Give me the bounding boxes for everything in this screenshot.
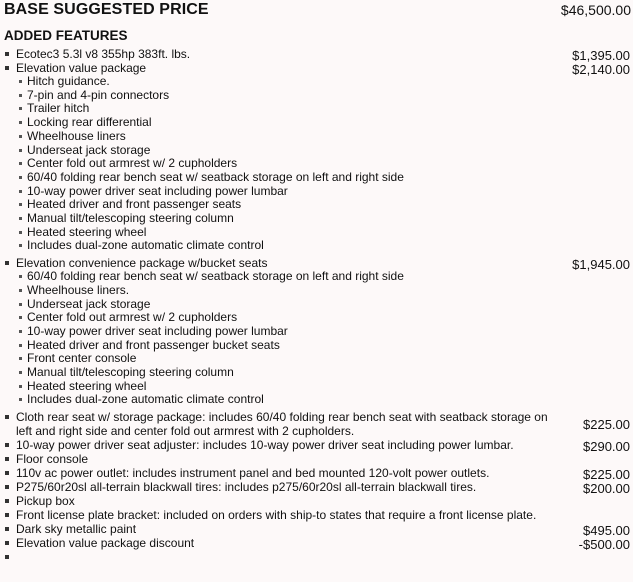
feature-subitem-label: 7-pin and 4-pin connectors	[27, 87, 170, 102]
feature-item	[0, 438, 633, 455]
feature-label: Floor console	[16, 452, 89, 467]
feature-item	[0, 452, 633, 466]
feature-subitem	[0, 393, 633, 407]
feature-label: P275/60r20sl all-terrain blackwall tires: includes p275/60r20sl all-terrain blackwall tires.	[16, 480, 477, 495]
feature-price: $2,140.00	[572, 62, 630, 77]
feature-subitem	[0, 157, 633, 171]
base-price-label: BASE SUGGESTED PRICE	[4, 1, 209, 18]
feature-subitem	[0, 298, 633, 312]
feature-subitem-label: 10-way power driver seat including power lumbar	[27, 183, 288, 198]
feature-row	[0, 452, 633, 466]
feature-label: Cloth rear seat w/ storage package: includes 60/40 folding rear bench seat with seatback storage on left and right side and center fold out armrest with 2 cupholders.	[16, 410, 548, 439]
feature-row	[0, 522, 633, 539]
feature-label: Front license plate bracket: included on orders with ship-to states that require a front license plate.	[16, 508, 537, 523]
feature-subitem	[0, 239, 633, 253]
feature-price: -$500.00	[578, 537, 630, 553]
feature-subitem-label: Front center console	[27, 351, 137, 366]
feature-subitem	[0, 270, 633, 284]
feature-label: Elevation convenience package w/bucket seats	[16, 256, 268, 271]
feature-item	[0, 47, 633, 61]
feature-subitem-label: Manual tilt/telescoping steering column	[27, 365, 234, 380]
sub-bullet-icon	[19, 371, 22, 374]
sub-bullet-icon	[19, 135, 22, 138]
feature-subitem	[0, 185, 633, 199]
feature-subitem	[0, 366, 633, 380]
feature-label: 110v ac power outlet: includes instrument panel and bed mounted 120-volt power outlets.	[16, 466, 490, 481]
feature-subitem	[0, 212, 633, 226]
feature-row	[0, 480, 633, 497]
bullet-icon	[5, 261, 9, 265]
bullet-icon	[5, 471, 9, 475]
sub-bullet-icon	[19, 162, 22, 165]
feature-subitem-label: Trailer hitch	[27, 101, 90, 116]
feature-row	[0, 61, 633, 75]
feature-subitem-label: Wheelhouse liners	[27, 128, 126, 143]
sub-bullet-icon	[19, 203, 22, 206]
feature-item	[0, 61, 633, 256]
feature-label: 10-way power driver seat adjuster: includes 10-way power driver seat including power lumbar.	[16, 438, 514, 453]
sub-bullet-icon	[19, 275, 22, 278]
feature-item	[0, 536, 633, 553]
feature-subitem-label: Manual tilt/telescoping steering column	[27, 211, 234, 226]
feature-subitem	[0, 284, 633, 298]
feature-label: Pickup box	[16, 494, 75, 509]
feature-subitem	[0, 352, 633, 366]
feature-price: $1,395.00	[572, 48, 630, 63]
feature-subitem-label: Locking rear differential	[27, 115, 152, 130]
bullet-icon	[5, 415, 9, 419]
sub-bullet-icon	[19, 217, 22, 220]
feature-subitem	[0, 89, 633, 103]
bullet-icon	[5, 513, 9, 517]
feature-subitem	[0, 130, 633, 144]
feature-subitem	[0, 311, 633, 325]
feature-subitem	[0, 226, 633, 240]
feature-item	[0, 522, 633, 539]
feature-subitem	[0, 380, 633, 394]
feature-subitem-label: 60/40 folding rear bench seat w/ seatback storage on left and right side	[27, 269, 404, 284]
feature-subitem-label: Hitch guidance.	[27, 74, 110, 88]
feature-price: $225.00	[583, 467, 630, 483]
bullet-icon	[5, 457, 9, 461]
feature-subitem-label: Heated steering wheel	[27, 224, 147, 239]
feature-subitem	[0, 144, 633, 158]
feature-row	[0, 438, 633, 455]
bullet-icon	[5, 443, 9, 447]
feature-subitem-label: 60/40 folding rear bench seat w/ seatback storage on left and right side	[27, 169, 404, 184]
sub-bullet-icon	[19, 357, 22, 360]
sub-bullet-icon	[19, 149, 22, 152]
feature-subitem-label: Includes dual-zone automatic climate control	[27, 392, 264, 407]
bullet-icon	[5, 541, 9, 545]
added-features-heading: ADDED FEATURES	[4, 28, 128, 43]
feature-row	[0, 410, 633, 438]
sub-bullet-icon	[19, 190, 22, 193]
feature-subitem-label: Wheelhouse liners.	[27, 282, 130, 297]
feature-label: Elevation value package discount	[16, 536, 195, 551]
feature-subitem	[0, 171, 633, 185]
bullet-icon	[5, 527, 9, 531]
feature-subitem-label: Heated driver and front passenger seats	[27, 197, 242, 212]
sub-bullet-icon	[19, 231, 22, 234]
feature-label: Ecotec3 5.3l v8 355hp 383ft. lbs.	[16, 47, 191, 61]
sub-bullet-icon	[19, 176, 22, 179]
bullet-icon	[5, 485, 9, 489]
bullet-icon	[5, 499, 9, 503]
feature-row	[0, 508, 633, 522]
feature-item	[0, 410, 633, 438]
feature-price: $200.00	[583, 481, 630, 497]
sub-bullet-icon	[19, 398, 22, 401]
feature-subitem-label: Center fold out armrest w/ 2 cupholders	[27, 156, 238, 171]
sub-bullet-icon	[19, 80, 22, 83]
feature-item	[0, 494, 633, 508]
feature-item	[0, 256, 633, 410]
sub-bullet-icon	[19, 330, 22, 333]
sub-bullet-icon	[19, 244, 22, 247]
feature-row	[0, 494, 633, 508]
feature-subitem-label: Underseat jack storage	[27, 142, 151, 157]
feature-sublist	[0, 270, 633, 407]
bullet-icon	[5, 52, 9, 56]
feature-item	[0, 508, 633, 522]
feature-subitem-label: Underseat jack storage	[27, 296, 151, 311]
feature-subitem	[0, 198, 633, 212]
feature-row	[0, 47, 633, 61]
feature-subitem	[0, 339, 633, 353]
base-price-value: $46,500.00	[560, 2, 631, 18]
feature-item	[0, 466, 633, 483]
bullet-icon	[5, 66, 9, 70]
feature-price: $495.00	[583, 523, 630, 539]
base-price-row	[4, 1, 631, 21]
feature-label: Elevation value package	[16, 61, 147, 75]
feature-subitem	[0, 116, 633, 130]
feature-row	[0, 536, 633, 553]
sub-bullet-icon	[19, 316, 22, 319]
feature-price: $290.00	[583, 439, 630, 455]
feature-row	[0, 256, 633, 273]
feature-label: Dark sky metallic paint	[16, 522, 137, 537]
sub-bullet-icon	[19, 344, 22, 347]
feature-subitem	[0, 102, 633, 116]
feature-subitem-label: Heated steering wheel	[27, 378, 147, 393]
feature-subitem	[0, 325, 633, 339]
sub-bullet-icon	[19, 121, 22, 124]
sub-bullet-icon	[19, 289, 22, 292]
feature-subitem-label: Includes dual-zone automatic climate control	[27, 238, 264, 253]
sub-bullet-icon	[19, 303, 22, 306]
feature-subitem-label: 10-way power driver seat including power lumbar	[27, 323, 288, 338]
feature-subitem-label: Center fold out armrest w/ 2 cupholders	[27, 310, 238, 325]
feature-row	[0, 466, 633, 483]
feature-subitem-label: Heated driver and front passenger bucket seats	[27, 337, 280, 352]
sub-bullet-icon	[19, 107, 22, 110]
bullet-icon	[5, 555, 9, 559]
feature-subitem	[0, 75, 633, 89]
sub-bullet-icon	[19, 385, 22, 388]
feature-sublist	[0, 75, 633, 253]
sub-bullet-icon	[19, 94, 22, 97]
feature-price: $1,945.00	[572, 257, 630, 273]
features-list	[0, 47, 633, 553]
feature-price: $225.00	[583, 417, 630, 433]
feature-item	[0, 480, 633, 497]
